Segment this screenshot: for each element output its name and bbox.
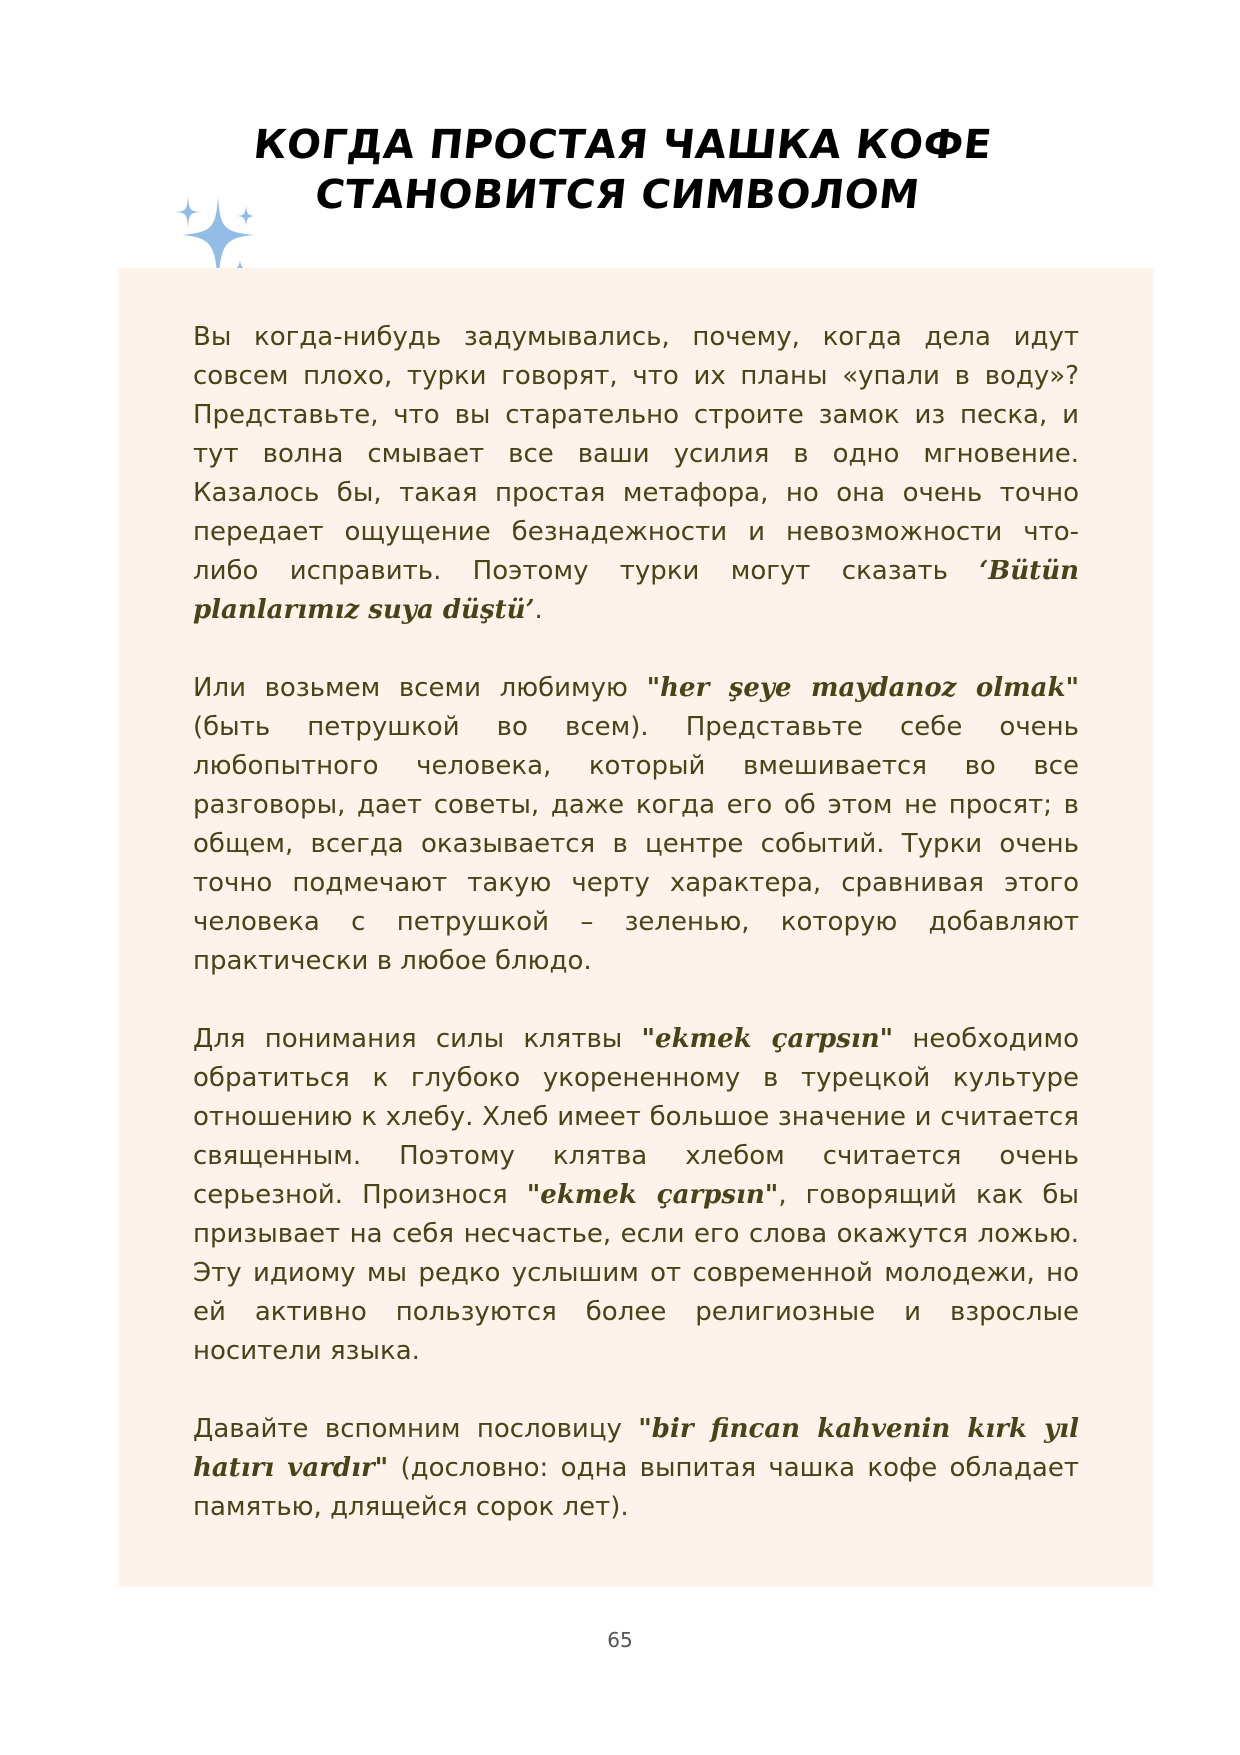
- text-run: .: [534, 595, 543, 625]
- text-run: Для понимания силы клятвы: [193, 1024, 642, 1054]
- page-number: 65: [607, 1628, 633, 1652]
- paragraph-4: [193, 1410, 1079, 1527]
- turkish-idiom: "ekmek çarpsın": [526, 1180, 779, 1210]
- paragraph-2: [193, 669, 1079, 981]
- text-run: (быть петрушкой во всем). Представьте себе очень любопытного человека, который вмешивается во все разговоры, дает советы, даже когда его об этом не просят; в общем, всегда оказывается в центре событий. Турки очень точно подмечают такую черту характера, сравнивая этого человека с петрушкой – зеленью, которую добавляют практически в любое блюдо.: [193, 712, 1079, 976]
- small-star-right: [238, 206, 254, 226]
- body-text: [193, 318, 1079, 1566]
- paragraph-3: [193, 1020, 1079, 1371]
- text-run: , говорящий как бы призывает на себя несчастье, если его слова окажутся ложью. Эту идиому мы редко услышим от современной молодежи, но ей активно пользуются более религиозные и взрослые носители языка.: [193, 1180, 1079, 1366]
- text-run: Или возьмем всеми любимую: [193, 673, 647, 703]
- title-line-1: КОГДА ПРОСТАЯ ЧАШКА КОФЕ: [251, 122, 994, 168]
- title-line-2: СТАНОВИТСЯ СИМВОЛОМ: [312, 172, 922, 218]
- text-run: (дословно: одна выпитая чашка кофе обладает памятью, длящейся сорок лет).: [193, 1453, 1080, 1522]
- turkish-idiom: "ekmek çarpsın": [641, 1024, 894, 1054]
- turkish-idiom: ‘Bütün planlarımız suya düştü’: [193, 556, 1079, 625]
- text-run: необходимо обратиться к глубоко укорененному в турецкой культуре отношению к хлебу. Хлеб имеет большое значение и считается священным. Поэтому клятва хлебом считается очень серьезной. Произнося: [193, 1024, 1079, 1210]
- turkish-idiom: "bir fincan kahvenin kırk yıl hatırı vardır": [193, 1414, 1080, 1483]
- text-run: Вы когда-нибудь задумывались, почему, когда дела идут совсем плохо, турки говорят, что их планы «упали в воду»? Представьте, что вы старательно строите замок из песка, и тут волна смывает все ваши усилия в одно мгновение. Казалось бы, такая простая метафора, но она очень точно передает ощущение безнадежности и невозможности что-либо исправить. Поэтому турки могут сказать: [193, 322, 1079, 586]
- turkish-idiom: "her şeye maydanoz olmak": [646, 673, 1080, 703]
- text-run: Давайте вспомним пословицу: [193, 1414, 639, 1444]
- paragraph-1: [193, 318, 1079, 630]
- small-star-left: [176, 196, 200, 228]
